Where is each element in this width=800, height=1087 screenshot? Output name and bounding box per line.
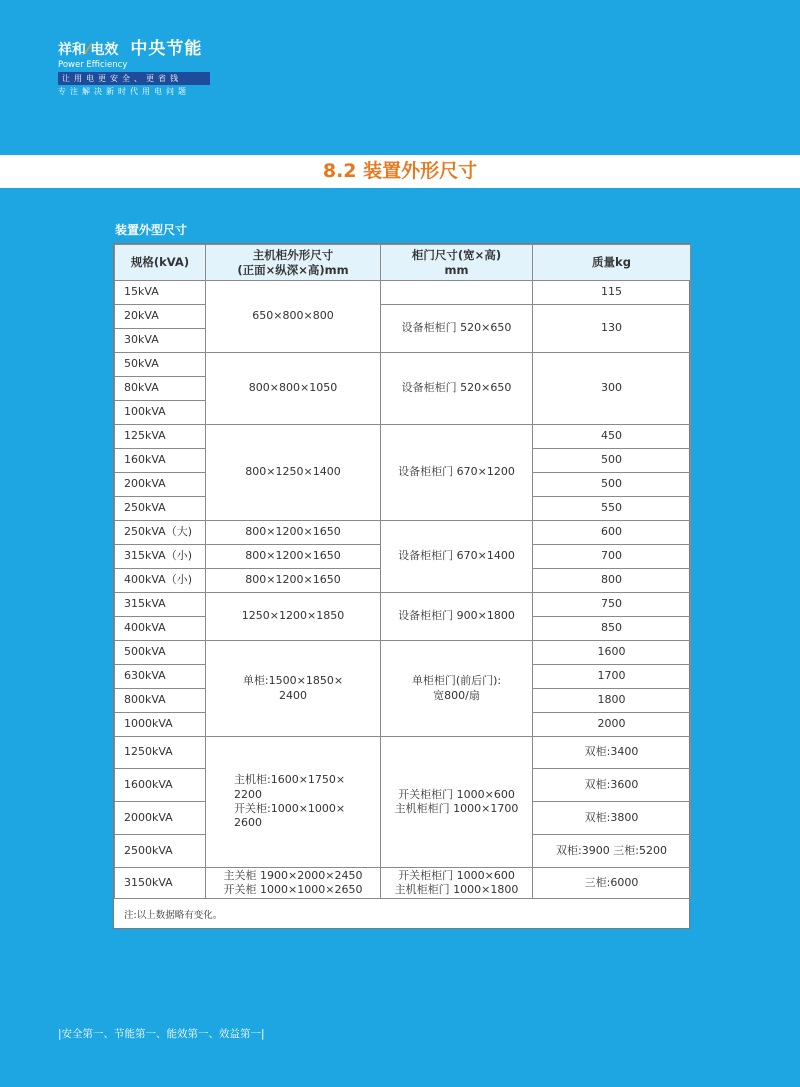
weight-cell: 600	[533, 521, 691, 545]
weight-cell: 300	[533, 353, 691, 425]
weight-cell: 130	[533, 305, 691, 353]
spec-cell: 800kVA	[115, 689, 206, 713]
door-cell: 单柜柜门(前后门): 宽800/扇	[381, 641, 533, 737]
spec-cell: 160kVA	[115, 449, 206, 473]
spec-cell: 250kVA	[115, 497, 206, 521]
header-spec: 规格(kVA)	[115, 245, 206, 281]
table-row	[115, 737, 691, 769]
weight-cell: 三柜:6000	[533, 868, 691, 899]
spec-cell: 3150kVA	[115, 868, 206, 899]
weight-cell: 850	[533, 617, 691, 641]
spec-cell: 400kVA（小)	[115, 569, 206, 593]
slogan-primary: 让用电更安全、更省钱	[58, 72, 210, 85]
weight-cell: 1600	[533, 641, 691, 665]
table-row	[115, 353, 691, 377]
table-row	[115, 868, 691, 899]
size-cell: 800×800×1050	[206, 353, 381, 425]
door-cell: 设备柜柜门 670×1200	[381, 425, 533, 521]
weight-cell: 750	[533, 593, 691, 617]
spec-cell: 2500kVA	[115, 835, 206, 868]
spec-cell: 1600kVA	[115, 769, 206, 802]
weight-cell: 双柜:3600	[533, 769, 691, 802]
weight-cell: 1800	[533, 689, 691, 713]
size-cell: 主机柜:1600×1750× 2200 开关柜:1000×1000× 2600	[206, 737, 381, 868]
table-row	[115, 593, 691, 617]
size-cell: 800×1200×1650	[206, 569, 381, 593]
page-title: 8.2 装置外形尺寸	[322, 160, 478, 182]
table-note: 注:以上数据略有变化。	[124, 910, 223, 921]
table-header-row	[115, 245, 691, 281]
header-weight: 质量kg	[533, 245, 691, 281]
size-cell: 单柜:1500×1850× 2400	[206, 641, 381, 737]
spec-cell: 315kVA（小)	[115, 545, 206, 569]
table-row	[115, 425, 691, 449]
weight-cell: 双柜:3400	[533, 737, 691, 769]
door-cell-empty	[381, 281, 533, 305]
brand-main: 中央节能	[130, 39, 203, 59]
spec-cell: 1000kVA	[115, 713, 206, 737]
table-row	[115, 641, 691, 665]
slogan-secondary: 专注解决新时代用电问题	[58, 87, 190, 96]
weight-cell: 550	[533, 497, 691, 521]
spec-cell: 250kVA（大)	[115, 521, 206, 545]
weight-cell: 1700	[533, 665, 691, 689]
spec-cell: 20kVA	[115, 305, 206, 329]
door-cell: 开关柜柜门 1000×600 主机柜柜门 1000×1700	[381, 737, 533, 868]
size-cell: 650×800×800	[206, 281, 381, 353]
spec-cell: 30kVA	[115, 329, 206, 353]
weight-cell: 500	[533, 473, 691, 497]
table-row	[115, 305, 691, 329]
page-title-band	[0, 155, 800, 188]
size-cell: 1250×1200×1850	[206, 593, 381, 641]
door-cell: 设备柜柜门 670×1400	[381, 521, 533, 593]
size-cell: 800×1250×1400	[206, 425, 381, 521]
spec-cell: 200kVA	[115, 473, 206, 497]
header-door-size: 柜门尺寸(宽×高) mm	[381, 245, 533, 281]
brand-name-cn2: 电效	[90, 42, 119, 58]
weight-cell: 双柜:3800	[533, 802, 691, 835]
size-cell: 800×1200×1650	[206, 545, 381, 569]
section-title: 装置外型尺寸	[115, 223, 188, 237]
spec-cell: 50kVA	[115, 353, 206, 377]
door-cell: 设备柜柜门 520×650	[381, 353, 533, 425]
spec-cell: 315kVA	[115, 593, 206, 617]
spec-cell: 1250kVA	[115, 737, 206, 769]
spec-cell: 125kVA	[115, 425, 206, 449]
door-cell: 开关柜柜门 1000×600 主机柜柜门 1000×1800	[381, 868, 533, 899]
size-cell: 主关柜 1900×2000×2450 开关柜 1000×1000×2650	[206, 868, 381, 899]
spec-cell: 2000kVA	[115, 802, 206, 835]
dimensions-table	[114, 244, 691, 899]
spec-cell: 100kVA	[115, 401, 206, 425]
footer-slogan: |安全第一、节能第一、能效第一、效益第一|	[58, 1028, 265, 1040]
weight-cell: 800	[533, 569, 691, 593]
spec-cell: 400kVA	[115, 617, 206, 641]
brand-name-cn: 祥和	[58, 42, 86, 58]
brand-logo	[58, 34, 210, 97]
door-cell: 设备柜柜门 900×1800	[381, 593, 533, 641]
spec-cell: 500kVA	[115, 641, 206, 665]
table-row	[115, 521, 691, 545]
weight-cell: 700	[533, 545, 691, 569]
lightning-icon: ⁄	[87, 42, 90, 58]
door-cell: 设备柜柜门 520×650	[381, 305, 533, 353]
table-row	[115, 281, 691, 305]
spec-cell: 80kVA	[115, 377, 206, 401]
brand-english: Power Efficiency	[58, 60, 128, 70]
weight-cell: 双柜:3900 三柜:5200	[533, 835, 691, 868]
header-main-size: 主机柜外形尺寸 (正面×纵深×高)mm	[206, 245, 381, 281]
weight-cell: 115	[533, 281, 691, 305]
spec-cell: 15kVA	[115, 281, 206, 305]
weight-cell: 500	[533, 449, 691, 473]
dimensions-table-panel	[113, 243, 690, 929]
weight-cell: 2000	[533, 713, 691, 737]
spec-cell: 630kVA	[115, 665, 206, 689]
weight-cell: 450	[533, 425, 691, 449]
size-cell: 800×1200×1650	[206, 521, 381, 545]
